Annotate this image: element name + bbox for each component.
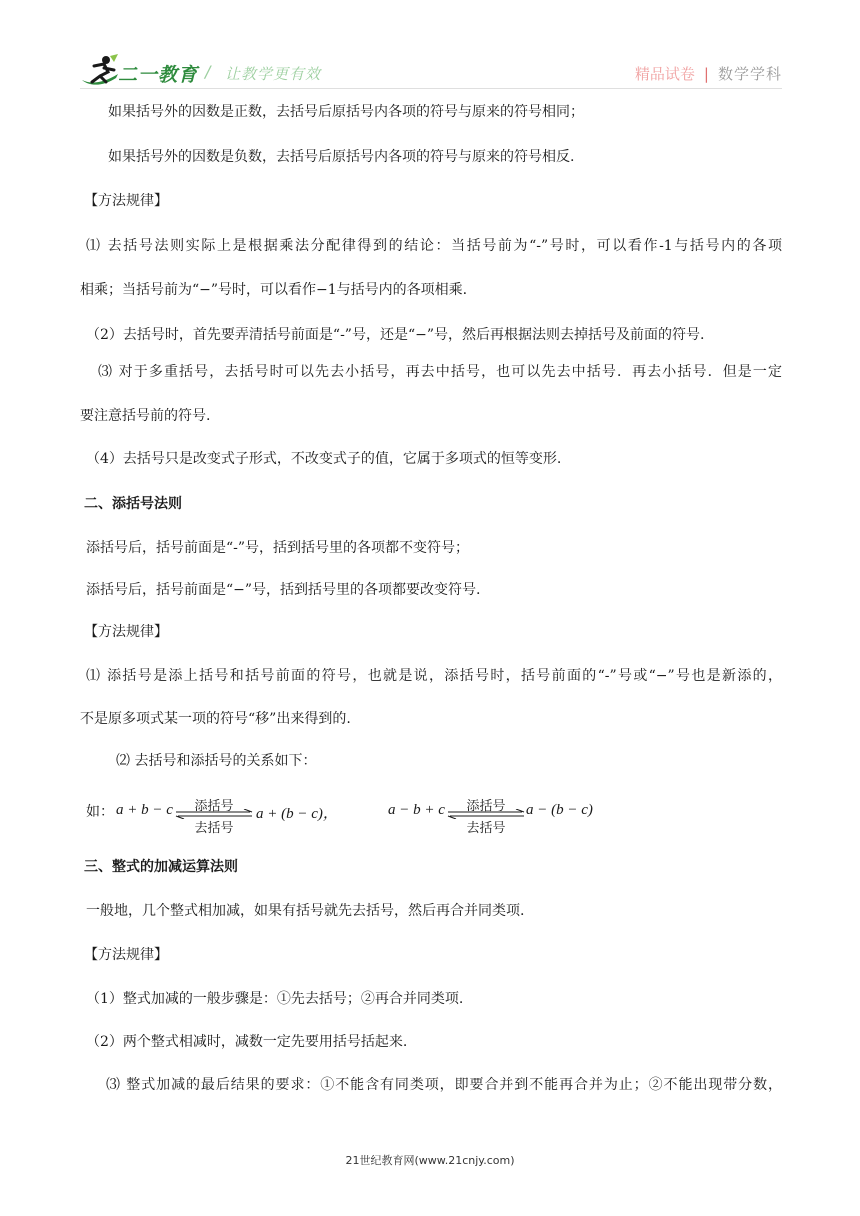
example-1-arrow (174, 795, 254, 835)
method-1-item-4: （4）去括号只是改变式子形式，不改变式子的值，它属于多项式的恒等变形. (86, 451, 562, 467)
example-2-left-expr: a − b + c (388, 802, 445, 818)
header-slash: / (205, 62, 211, 81)
section-2-heading: 二、添括号法则 (84, 496, 182, 512)
header-subject: 数学学科 (717, 65, 782, 83)
method-2-item-1-line-1: ⑴ 添括号是添上括号和括号前面的符号，也就是说，添括号时，括号前面的“-”号或“−”号也是新添的， (86, 668, 782, 684)
method-1-item-1-line-2: 相乘；当括号前为“−”号时，可以看作−1与括号内的各项相乘. (80, 282, 468, 298)
header-label: 精品试卷 (634, 65, 695, 83)
section-2-rule-1: 添括号后，括号前面是“-”号，括到括号里的各项都不变符号； (86, 540, 470, 556)
brand-slogan: 让教学更有效 (225, 65, 322, 83)
example-1-right-expr: a + (b − c)， (256, 806, 338, 822)
arrow-2-top-label: 添括号 (466, 799, 506, 814)
arrow-1-bottom-label: 去括号 (194, 821, 234, 836)
paragraph-negative-factor: 如果括号外的因数是负数，去括号后原括号内各项的符号与原来的符号相反. (108, 149, 575, 165)
method-1-item-1-line-1: ⑴ 去括号法则实际上是根据乘法分配律得到的结论：当括号前为“-”号时，可以看作-1与括号内的各项 (86, 238, 782, 254)
method-heading-2: 【方法规律】 (84, 624, 168, 640)
method-1-item-3-line-1: ⑶ 对于多重括号，去括号时可以先去小括号，再去中括号，也可以先去中括号．再去小括号．但是一定 (98, 364, 782, 380)
page-footer: 21世纪教育网(www.21cnjy.com) (345, 1154, 515, 1167)
arrow-1-top-label: 添括号 (194, 799, 234, 814)
header-right (635, 63, 782, 84)
method-1-item-2: （2）去括号时，首先要弄清括号前面是“-”号，还是“−”号，然后再根据法则去掉括号及前面的符号. (86, 327, 705, 343)
running-man-logo-icon (80, 54, 120, 88)
method-3-item-3: ⑶ 整式加减的最后结果的要求：①不能含有同类项，即要合并到不能再合并为止；②不能出现带分数， (106, 1077, 782, 1093)
method-heading-1: 【方法规律】 (84, 193, 168, 209)
method-2-item-1-line-2: 不是原多项式某一项的符号“移”出来得到的. (80, 711, 351, 727)
example-2-right-expr: a − (b − c) (526, 802, 593, 818)
method-3-item-1: （1）整式加减的一般步骤是：①先去括号；②再合并同类项. (86, 991, 464, 1007)
example-2-arrow (446, 795, 526, 835)
brand-name: 二一教育 (118, 64, 199, 86)
example-prefix: 如： (86, 804, 114, 820)
method-2-item-2: ⑵ 去括号和添括号的关系如下： (116, 753, 317, 769)
section-2-rule-2: 添括号后，括号前面是“−”号，括到括号里的各项都要改变符号. (86, 582, 481, 598)
example-2-right (526, 802, 593, 819)
method-heading-3: 【方法规律】 (84, 947, 168, 963)
section-3-heading: 三、整式的加减运算法则 (84, 859, 238, 875)
page-header (0, 0, 860, 100)
arrow-2-bottom-label: 去括号 (466, 821, 506, 836)
example-2-left (388, 802, 445, 819)
paragraph-positive-factor: 如果括号外的因数是正数，去括号后原括号内各项的符号与原来的符号相同； (108, 104, 584, 120)
method-1-item-3-line-2: 要注意括号前的符号. (80, 408, 211, 424)
method-3-item-2: （2）两个整式相减时，减数一定先要用括号括起来. (86, 1034, 408, 1050)
section-3-rule: 一般地，几个整式相加减，如果有括号就先去括号，然后再合并同类项. (86, 903, 525, 919)
example-1-right (256, 802, 338, 823)
example-1-left (116, 802, 173, 819)
example-1-left-expr: a + b − c (116, 802, 173, 818)
header-divider (80, 88, 782, 89)
header-separator: | (703, 65, 709, 83)
